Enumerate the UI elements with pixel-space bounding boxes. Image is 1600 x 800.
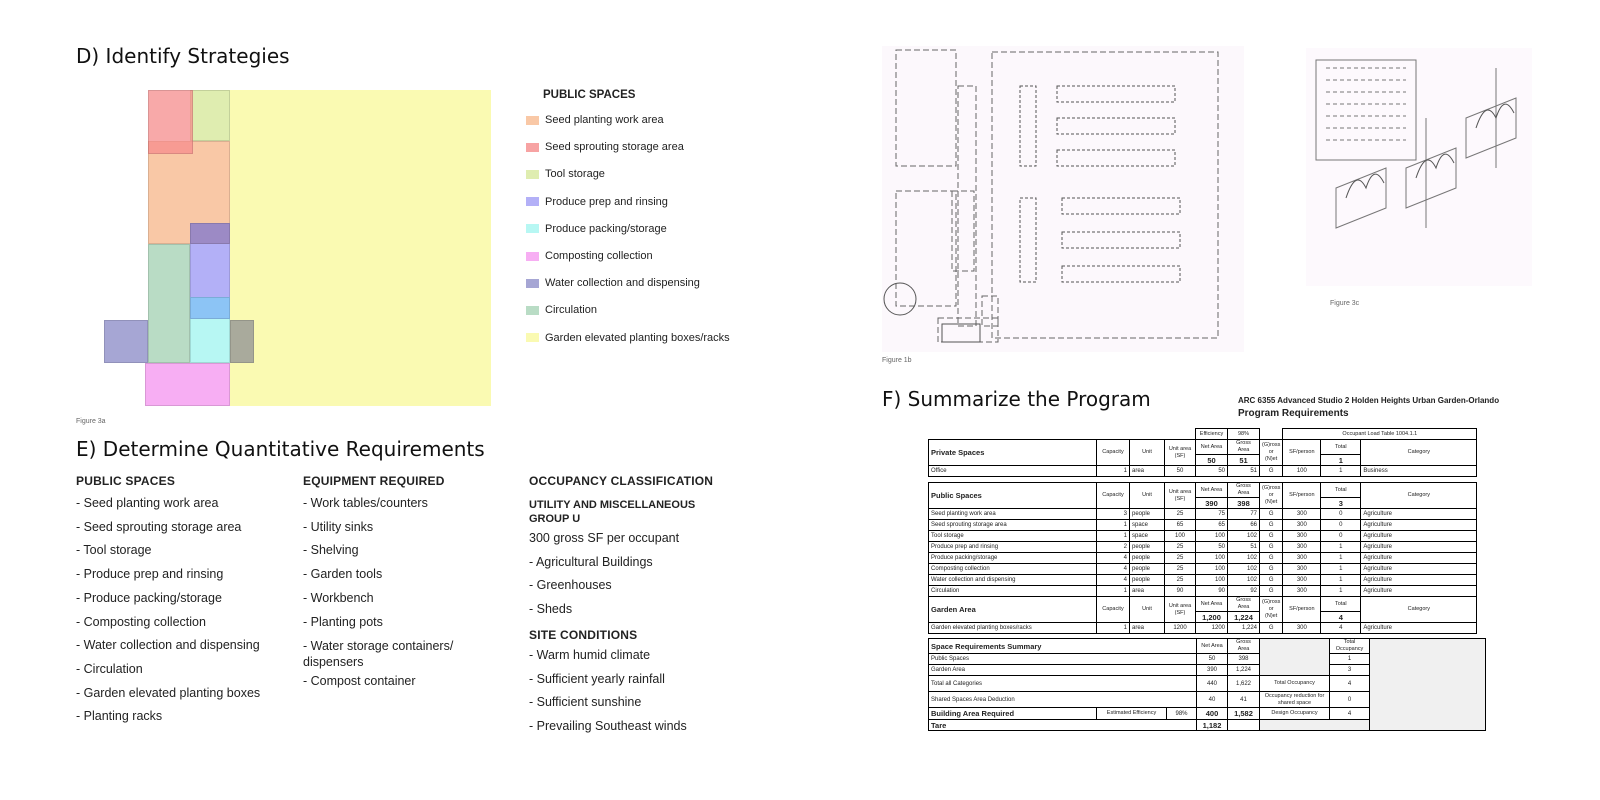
table-cell: Agriculture [1361, 509, 1477, 520]
site-conditions-heading: SITE CONDITIONS [529, 627, 638, 642]
table-cell: 1200 [1196, 623, 1228, 634]
table-cell: Estimated Efficiency [1097, 708, 1167, 720]
legend-swatch [526, 252, 539, 261]
table-cell: Agriculture [1361, 520, 1477, 531]
table-cell: 300 [1283, 509, 1321, 520]
table-cell [1260, 429, 1283, 440]
table-cell: Capacity [1097, 440, 1130, 466]
table-cell: Occupant Load Table 1004.1.1 [1283, 429, 1477, 440]
table-cell: 1 [1330, 654, 1370, 665]
list-item: - Sufficient sunshine [529, 695, 642, 710]
table-cell: Unit area (SF) [1165, 597, 1196, 623]
table-cell: 4 [1097, 553, 1130, 564]
table-cell: 1 [1321, 455, 1361, 466]
table-cell: 398 [1228, 498, 1260, 509]
table-cell: Net Area [1197, 639, 1228, 654]
table-cell [1228, 720, 1260, 731]
table-cell: 4 [1321, 623, 1361, 634]
list-item: - Garden elevated planting boxes [76, 685, 261, 700]
table-cell: 65 [1196, 520, 1228, 531]
section-f-title: F) Summarize the Program [882, 387, 1151, 411]
program-subtitle: Program Requirements [1238, 408, 1349, 419]
legend-label: Produce packing/storage [545, 222, 667, 235]
list-item: dispensers [303, 655, 364, 670]
table-cell: 390 [1196, 498, 1228, 509]
table-cell: Total Occupancy [1260, 676, 1330, 692]
list-item: - Produce packing/storage [76, 590, 222, 605]
table-cell: Gross Area [1228, 639, 1260, 654]
table-cell: SF/person [1283, 597, 1321, 623]
table-cell: 102 [1228, 575, 1260, 586]
list-item: - Composting collection [76, 614, 206, 629]
table-cell [929, 429, 1196, 440]
legend-label: Garden elevated planting boxes/racks [545, 331, 730, 344]
table-cell: 4 [1330, 676, 1370, 692]
table-cell [1260, 720, 1370, 731]
table-cell: 25 [1165, 509, 1196, 520]
figure-3a-label: Figure 3a [76, 418, 106, 425]
table-cell: Efficiency [1196, 429, 1228, 440]
table-row [929, 553, 1477, 564]
table-cell: Public Spaces [929, 483, 1097, 509]
list-item: - Prevailing Southeast winds [529, 718, 687, 733]
table-cell: 400 [1197, 708, 1228, 720]
table-cell: 1 [1321, 564, 1361, 575]
legend-label: Tool storage [545, 168, 605, 181]
table-cell: Net Area [1196, 440, 1228, 455]
table-cell: Garden Area [929, 665, 1197, 676]
list-item: - Shelving [303, 543, 359, 558]
water-top-block [190, 223, 230, 244]
list-item: 300 gross SF per occupant [529, 531, 680, 545]
table-cell: 65 [1165, 520, 1196, 531]
list-item: - Utility sinks [303, 519, 374, 534]
legend-item [526, 140, 684, 154]
legend-item [526, 167, 605, 181]
legend-item [526, 303, 597, 317]
table-cell: 300 [1283, 520, 1321, 531]
list-item: - Planting pots [303, 614, 383, 629]
list-item: - Garden tools [303, 567, 383, 582]
table-cell: 25 [1165, 564, 1196, 575]
strategy-diagram [0, 0, 500, 420]
list-item: - Agricultural Buildings [529, 554, 653, 569]
list-item: - Greenhouses [529, 578, 612, 593]
table-cell: Agriculture [1361, 564, 1477, 575]
table-cell: Total [1321, 597, 1361, 612]
table-cell [1370, 639, 1486, 731]
equipment-list [303, 492, 503, 694]
table-cell: (G)ross or (N)et [1260, 440, 1283, 466]
table-cell: Agriculture [1361, 586, 1477, 597]
legend-label: Produce prep and rinsing [545, 195, 668, 208]
legend-swatch [526, 143, 539, 152]
table-cell: Produce packing/storage [929, 553, 1097, 564]
table-cell: 1,224 [1228, 623, 1260, 634]
table-cell: 100 [1196, 553, 1228, 564]
table-cell: Agriculture [1361, 623, 1477, 634]
list-item: - Tool storage [76, 543, 152, 558]
table-cell: 300 [1283, 564, 1321, 575]
table-row [929, 531, 1477, 542]
occupancy-subheading-2: GROUP U [529, 513, 581, 525]
table-cell: 25 [1165, 575, 1196, 586]
legend-item [526, 331, 730, 345]
table-cell: G [1260, 586, 1283, 597]
list-item: - Water collection and dispensing [76, 638, 260, 653]
table-cell: 0 [1321, 520, 1361, 531]
table-cell: Net Area [1196, 597, 1228, 612]
table-cell: 92 [1228, 586, 1260, 597]
table-row [929, 586, 1477, 597]
site-plan-sketch [882, 46, 1244, 352]
legend-item [526, 249, 653, 263]
table-row [929, 466, 1477, 477]
composting-block [145, 363, 230, 406]
public-spaces-column [76, 474, 286, 729]
table-cell: 66 [1228, 520, 1260, 531]
table-cell: 1200 [1165, 623, 1196, 634]
table-cell: 50 [1197, 654, 1228, 665]
blue-overlap-block [190, 297, 230, 319]
occupancy-heading: OCCUPANCY CLASSIFICATION [529, 474, 714, 488]
legend-swatch [526, 170, 539, 179]
table-cell: 50 [1196, 455, 1228, 466]
table-row [929, 520, 1477, 531]
table-cell: 51 [1228, 542, 1260, 553]
table-cell: Capacity [1097, 483, 1130, 509]
table-cell: Capacity [1097, 597, 1130, 623]
legend-item [526, 113, 664, 127]
table-cell: SF/person [1283, 440, 1321, 466]
legend-swatch [526, 224, 539, 233]
table-cell: 1 [1097, 586, 1130, 597]
table-cell: 1 [1097, 623, 1130, 634]
table-cell: area [1130, 586, 1165, 597]
table-cell: 41 [1228, 692, 1260, 708]
table-cell: 25 [1165, 553, 1196, 564]
table-cell: 98% [1167, 708, 1197, 720]
table-cell: 1 [1321, 466, 1361, 477]
list-item: - Work tables/counters [303, 496, 428, 510]
table-cell: 50 [1196, 466, 1228, 477]
table-cell: 1 [1321, 586, 1361, 597]
table-cell: 3 [1097, 509, 1130, 520]
table-cell: Unit [1130, 483, 1165, 509]
list-item: - Sufficient yearly rainfall [529, 671, 665, 686]
table-cell: Gross Area [1228, 440, 1260, 455]
table-cell: Total [1321, 440, 1361, 455]
public-spaces-list [76, 492, 286, 729]
legend-item [526, 195, 668, 209]
table-cell: space [1130, 520, 1165, 531]
section-e-title: E) Determine Quantitative Requirements [76, 437, 485, 461]
table-cell: space [1130, 531, 1165, 542]
table-cell: 3 [1321, 498, 1361, 509]
table-cell: G [1260, 466, 1283, 477]
table-cell: G [1260, 575, 1283, 586]
table-cell: 25 [1165, 542, 1196, 553]
table-cell: 300 [1283, 531, 1321, 542]
planter-sketch [1306, 48, 1532, 286]
legend-label: Circulation [545, 304, 597, 317]
table-cell: Category [1361, 440, 1477, 466]
legend [526, 88, 766, 358]
table-cell: Tool storage [929, 531, 1097, 542]
legend-swatch [526, 306, 539, 315]
table-cell: area [1130, 623, 1165, 634]
table-cell: Building Area Required [929, 708, 1097, 720]
list-item: - Warm humid climate [529, 647, 651, 662]
table-cell: G [1260, 509, 1283, 520]
table-cell: Space Requirements Summary [929, 639, 1197, 654]
table-cell: 102 [1228, 564, 1260, 575]
table-cell: Unit area (SF) [1165, 483, 1196, 509]
table-cell: 300 [1283, 542, 1321, 553]
table-cell: Occupancy reduction for shared space [1260, 692, 1330, 708]
table-cell: Unit area (SF) [1165, 440, 1196, 466]
legend-label: Composting collection [545, 250, 653, 262]
table-cell: 300 [1283, 575, 1321, 586]
table-cell: Design Occupancy [1260, 708, 1330, 720]
table-cell: 4 [1321, 612, 1361, 623]
table-cell: 300 [1283, 553, 1321, 564]
table-cell: 4 [1097, 575, 1130, 586]
table-cell: 50 [1165, 466, 1196, 477]
table-cell: 4 [1097, 564, 1130, 575]
legend-item [526, 276, 700, 290]
list-item: - Seed sprouting storage area [76, 519, 242, 534]
table-cell: Agriculture [1361, 553, 1477, 564]
table-cell: G [1260, 542, 1283, 553]
table-cell: 100 [1283, 466, 1321, 477]
table-cell: 1 [1097, 520, 1130, 531]
table-cell: 300 [1283, 623, 1321, 634]
table-cell: 100 [1196, 575, 1228, 586]
table-cell: (G)ross or (N)et [1260, 483, 1283, 509]
table-cell: 77 [1228, 509, 1260, 520]
legend-label: Water collection and dispensing [545, 277, 700, 290]
table-cell: Garden Area [929, 597, 1097, 623]
table-cell: Seed planting work area [929, 509, 1097, 520]
table-cell: 0 [1321, 509, 1361, 520]
table-cell: Unit [1130, 597, 1165, 623]
table-cell: 100 [1165, 531, 1196, 542]
legend-swatch [526, 279, 539, 288]
site-plan-drawing [882, 46, 1244, 352]
table-cell: people [1130, 575, 1165, 586]
table-cell: 90 [1196, 586, 1228, 597]
table-cell: 1,224 [1228, 612, 1260, 623]
table-cell: G [1260, 531, 1283, 542]
list-item: - Workbench [303, 590, 374, 605]
legend-label: Seed planting work area [545, 114, 664, 126]
table-cell: 4 [1330, 708, 1370, 720]
table-cell: Public Spaces [929, 654, 1197, 665]
table-cell: G [1260, 520, 1283, 531]
table-cell: 90 [1165, 586, 1196, 597]
table-cell: Tare [929, 720, 1197, 731]
table-cell: Private Spaces [929, 440, 1097, 466]
table-cell: Business [1361, 466, 1477, 477]
table-cell: 440 [1197, 676, 1228, 692]
table-row [929, 575, 1477, 586]
legend-swatch [526, 333, 539, 342]
table-cell: 3 [1330, 665, 1370, 676]
table-cell: SF/person [1283, 483, 1321, 509]
table-cell: 1 [1321, 575, 1361, 586]
occupancy-column [529, 474, 739, 739]
legend-swatch [526, 116, 539, 125]
list-item: - Compost container [303, 674, 416, 689]
table-cell: area [1130, 466, 1165, 477]
table-cell: 75 [1196, 509, 1228, 520]
list-item: - Seed planting work area [76, 496, 219, 510]
table-cell: Office [929, 466, 1097, 477]
list-item: - Water storage containers/ [303, 639, 454, 654]
table-cell: Water collection and dispensing [929, 575, 1097, 586]
table-row [929, 542, 1477, 553]
table-cell: 100 [1196, 564, 1228, 575]
occupancy-subheading-1: UTILITY AND MISCELLANEOUS [529, 499, 696, 511]
figure-3c-label: Figure 3c [1330, 300, 1360, 307]
table-cell: 50 [1196, 542, 1228, 553]
private-spaces-table [928, 428, 1477, 477]
table-cell: Agriculture [1361, 542, 1477, 553]
table-cell: 2 [1097, 542, 1130, 553]
table-cell: Shared Spaces Area Deduction [929, 692, 1197, 708]
table-cell: 1,182 [1197, 720, 1228, 731]
summary-table [928, 638, 1486, 731]
table-cell: Category [1361, 597, 1477, 623]
list-item: - Planting racks [76, 709, 163, 724]
table-cell [1260, 639, 1330, 676]
table-cell: 1 [1097, 466, 1130, 477]
circulation-block [148, 244, 190, 363]
table-cell: Circulation [929, 586, 1097, 597]
water-collection-block [104, 320, 148, 363]
list-item: - Circulation [76, 661, 143, 676]
table-row [929, 564, 1477, 575]
table-cell: 1,582 [1228, 708, 1260, 720]
table-cell: 0 [1330, 692, 1370, 708]
table-cell: 1,622 [1228, 676, 1260, 692]
table-cell: 51 [1228, 466, 1260, 477]
table-cell: 300 [1283, 586, 1321, 597]
table-cell: Total all Categories [929, 676, 1197, 692]
course-title: ARC 6355 Advanced Studio 2 Holden Heights Urban Garden-Orlando [1238, 396, 1500, 405]
table-cell: G [1260, 623, 1283, 634]
table-cell: Gross Area [1228, 597, 1260, 612]
table-cell: Unit [1130, 440, 1165, 466]
site-conditions-list [529, 644, 739, 739]
equipment-column [303, 474, 503, 694]
program-tables [928, 428, 1492, 744]
public-spaces-heading: PUBLIC SPACES [76, 474, 176, 488]
table-cell: people [1130, 553, 1165, 564]
table-cell: (G)ross or (N)et [1260, 597, 1283, 623]
table-cell: 98% [1228, 429, 1260, 440]
table-cell: Produce prep and rinsing [929, 542, 1097, 553]
table-cell: 102 [1228, 553, 1260, 564]
legend-swatch [526, 197, 539, 206]
table-cell: 1 [1321, 542, 1361, 553]
section-d-title: D) Identify Strategies [76, 44, 290, 68]
table-cell: 100 [1196, 531, 1228, 542]
table-cell: G [1260, 564, 1283, 575]
table-cell: Agriculture [1361, 575, 1477, 586]
public-spaces-table [928, 482, 1477, 597]
table-cell: Net Area [1196, 483, 1228, 498]
table-cell: Gross Area [1228, 483, 1260, 498]
table-cell: people [1130, 509, 1165, 520]
legend-item [526, 222, 667, 236]
seed-sprouting-block [148, 90, 193, 154]
figure-1b-label: Figure 1b [882, 357, 912, 364]
table-cell: Total [1321, 483, 1361, 498]
table-cell: Composting collection [929, 564, 1097, 575]
equipment-heading: EQUIPMENT REQUIRED [303, 474, 445, 488]
table-cell: 398 [1228, 654, 1260, 665]
table-cell: 0 [1321, 531, 1361, 542]
table-cell: Total Occupancy [1330, 639, 1370, 654]
legend-label: Seed sprouting storage area [545, 141, 684, 154]
table-cell: Seed sprouting storage area [929, 520, 1097, 531]
table-row [929, 623, 1477, 634]
planter-drawing [1306, 48, 1532, 286]
garden-area-table [928, 596, 1477, 634]
table-cell: people [1130, 542, 1165, 553]
table-cell: Garden elevated planting boxes/racks [929, 623, 1097, 634]
table-row [929, 509, 1477, 520]
table-cell: Agriculture [1361, 531, 1477, 542]
list-item: - Sheds [529, 602, 573, 617]
occupancy-list [529, 527, 739, 622]
table-cell: 1,224 [1228, 665, 1260, 676]
table-cell: 51 [1228, 455, 1260, 466]
table-cell: 102 [1228, 531, 1260, 542]
table-cell: people [1130, 564, 1165, 575]
table-cell: 40 [1197, 692, 1228, 708]
legend-title: PUBLIC SPACES [543, 89, 636, 101]
table-cell: Category [1361, 483, 1477, 509]
gray-block [230, 320, 254, 363]
table-cell: 1 [1097, 531, 1130, 542]
table-cell: G [1260, 553, 1283, 564]
table-cell: 390 [1197, 665, 1228, 676]
table-cell: 1,200 [1196, 612, 1228, 623]
table-cell: 1 [1321, 553, 1361, 564]
tool-storage-block [190, 90, 230, 141]
list-item: - Produce prep and rinsing [76, 567, 224, 582]
